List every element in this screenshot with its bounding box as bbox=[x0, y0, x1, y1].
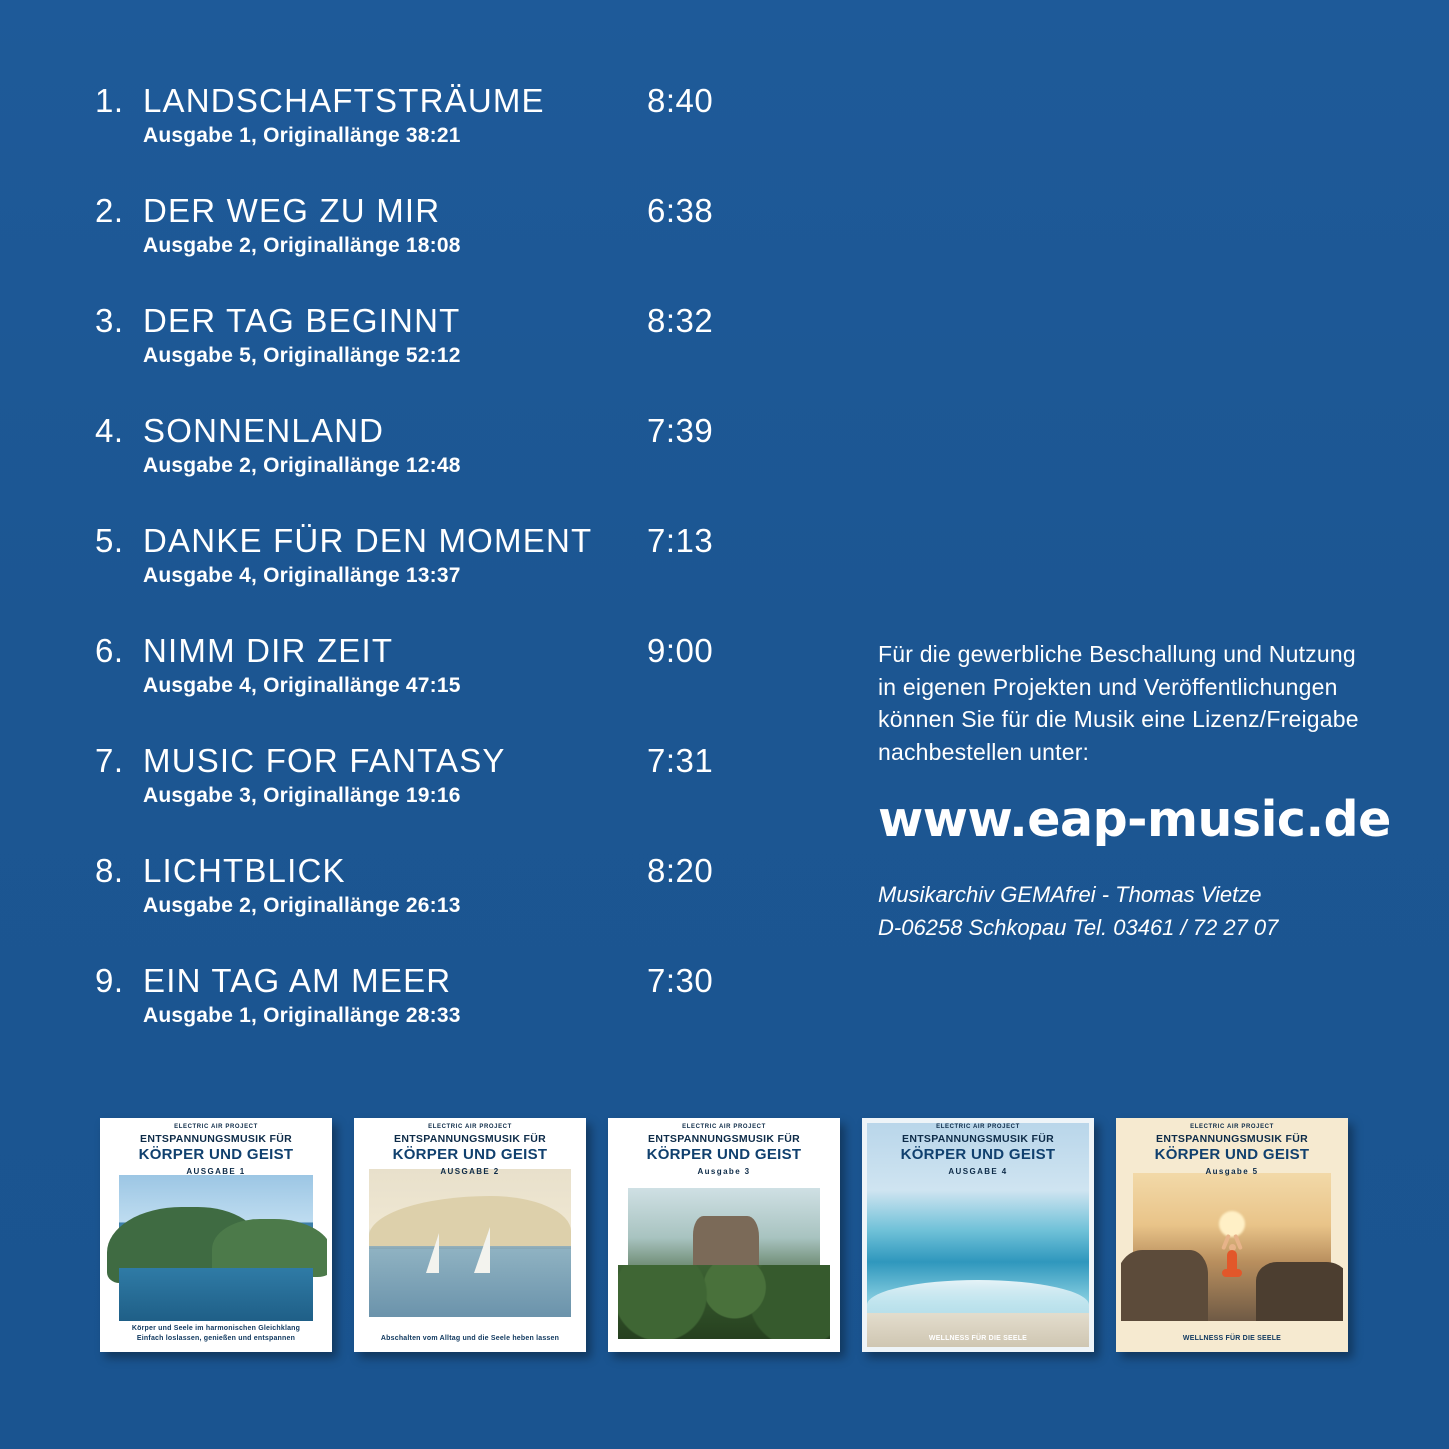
track-number: 5. bbox=[95, 522, 124, 559]
license-text bbox=[878, 638, 1398, 769]
dunes-sailboats-art bbox=[369, 1169, 571, 1317]
cover-line-1: ENTSPANNUNGSMUSIK FÜR bbox=[648, 1133, 800, 1145]
album-cover-thumbnail[interactable] bbox=[100, 1118, 332, 1352]
imprint-line-1: Musikarchiv GEMAfrei - Thomas Vietze bbox=[878, 881, 1262, 907]
album-cover-thumbnail[interactable] bbox=[608, 1118, 840, 1352]
cover-footer-text: Abschalten vom Alltag und die Seele heben lassen bbox=[380, 1334, 560, 1342]
license-info-block bbox=[878, 638, 1398, 944]
album-cover-strip bbox=[100, 1118, 1355, 1352]
track-number: 4. bbox=[95, 412, 124, 449]
track-title: EIN TAG AM MEER bbox=[143, 962, 452, 999]
track-row bbox=[95, 962, 775, 1038]
cover-text-block bbox=[862, 1124, 1094, 1176]
track-row bbox=[95, 632, 775, 708]
track-row bbox=[95, 82, 775, 158]
license-line-3: können Sie für die Musik eine Lizenz/Freigabe bbox=[878, 706, 1359, 733]
track-duration: 7:31 bbox=[647, 742, 714, 779]
yoga-figure bbox=[1221, 1234, 1243, 1280]
track-source: Ausgabe 4, Originallänge 13:37 bbox=[143, 564, 461, 587]
website-link[interactable]: www.eap-music.de bbox=[878, 790, 1391, 848]
track-number: 6. bbox=[95, 632, 124, 669]
jungle-rock-art bbox=[625, 1185, 823, 1333]
license-line-1: Für die gewerbliche Beschallung und Nutzung bbox=[878, 641, 1356, 667]
track-row bbox=[95, 302, 775, 378]
cover-brand: ELECTRIC AIR PROJECT bbox=[936, 1124, 1020, 1130]
coast-scene-art bbox=[119, 1175, 313, 1321]
yoga-sunset-art bbox=[1133, 1173, 1331, 1321]
track-number: 2. bbox=[95, 192, 124, 229]
cover-line-1: ENTSPANNUNGSMUSIK FÜR bbox=[1156, 1133, 1308, 1145]
cover-line-1: ENTSPANNUNGSMUSIK FÜR bbox=[394, 1133, 546, 1145]
track-title: MUSIC FOR FANTASY bbox=[143, 742, 506, 779]
cover-line-2: KÖRPER UND GEIST bbox=[646, 1146, 802, 1163]
track-source: Ausgabe 2, Originallänge 26:13 bbox=[143, 894, 461, 917]
track-title: LICHTBLICK bbox=[143, 852, 346, 889]
track-source: Ausgabe 4, Originallänge 47:15 bbox=[143, 674, 461, 697]
track-number: 7. bbox=[95, 742, 124, 779]
cover-edition: AUSGABE 4 bbox=[948, 1167, 1008, 1176]
track-duration: 9:00 bbox=[647, 632, 714, 669]
cover-line-2: KÖRPER UND GEIST bbox=[900, 1146, 1056, 1163]
cover-brand: ELECTRIC AIR PROJECT bbox=[428, 1124, 512, 1130]
track-duration: 6:38 bbox=[647, 192, 714, 229]
track-title: SONNENLAND bbox=[143, 412, 385, 449]
track-title: LANDSCHAFTSTRÄUME bbox=[143, 82, 545, 119]
track-source: Ausgabe 1, Originallänge 38:21 bbox=[143, 124, 461, 147]
track-row bbox=[95, 192, 775, 268]
album-cover-thumbnail[interactable] bbox=[1116, 1118, 1348, 1352]
cover-brand: ELECTRIC AIR PROJECT bbox=[1190, 1124, 1274, 1130]
track-number: 9. bbox=[95, 962, 124, 999]
track-row bbox=[95, 852, 775, 928]
track-title: DER WEG ZU MIR bbox=[143, 192, 441, 229]
track-duration: 7:13 bbox=[647, 522, 714, 559]
cover-line-2: KÖRPER UND GEIST bbox=[1154, 1146, 1310, 1163]
track-number: 8. bbox=[95, 852, 124, 889]
track-source: Ausgabe 1, Originallänge 28:33 bbox=[143, 1004, 461, 1027]
cover-footer-text: WELLNESS FÜR DIE SEELE bbox=[1182, 1334, 1282, 1342]
cover-footer-text: WELLNESS FÜR DIE SEELE bbox=[928, 1334, 1028, 1342]
imprint-line-2: D-06258 Schkopau Tel. 03461 / 72 27 07 bbox=[878, 914, 1279, 940]
cover-footer-text: Körper und Seele im harmonischen Gleichklang Einfach loslassen, genießen und entspannen bbox=[131, 1324, 301, 1342]
track-duration: 8:20 bbox=[647, 852, 714, 889]
cover-line-1: ENTSPANNUNGSMUSIK FÜR bbox=[140, 1133, 292, 1145]
track-source: Ausgabe 5, Originallänge 52:12 bbox=[143, 344, 461, 367]
cover-text-block bbox=[1116, 1124, 1348, 1176]
cover-line-1: ENTSPANNUNGSMUSIK FÜR bbox=[902, 1133, 1054, 1145]
cover-brand: ELECTRIC AIR PROJECT bbox=[682, 1124, 766, 1130]
cover-edition: AUSGABE 1 bbox=[186, 1167, 246, 1176]
track-row bbox=[95, 522, 775, 598]
cover-edition: Ausgabe 5 bbox=[1205, 1167, 1259, 1176]
track-source: Ausgabe 3, Originallänge 19:16 bbox=[143, 784, 461, 807]
track-title: NIMM DIR ZEIT bbox=[143, 632, 394, 669]
cover-edition: Ausgabe 3 bbox=[697, 1167, 751, 1176]
track-row bbox=[95, 742, 775, 818]
track-source: Ausgabe 2, Originallänge 12:48 bbox=[143, 454, 461, 477]
track-source: Ausgabe 2, Originallänge 18:08 bbox=[143, 234, 461, 257]
cover-brand: ELECTRIC AIR PROJECT bbox=[174, 1124, 258, 1130]
track-row bbox=[95, 412, 775, 488]
track-number: 3. bbox=[95, 302, 124, 339]
cover-line-2: KÖRPER UND GEIST bbox=[138, 1146, 294, 1163]
album-cover-thumbnail[interactable] bbox=[862, 1118, 1094, 1352]
album-cover-thumbnail[interactable] bbox=[354, 1118, 586, 1352]
tracklist bbox=[95, 82, 775, 1072]
track-duration: 7:30 bbox=[647, 962, 714, 999]
license-line-2: in eigenen Projekten und Veröffentlichungen bbox=[878, 673, 1338, 700]
track-duration: 7:39 bbox=[647, 412, 714, 449]
track-duration: 8:40 bbox=[647, 82, 714, 119]
cover-line-2: KÖRPER UND GEIST bbox=[392, 1146, 548, 1163]
track-number: 1. bbox=[95, 82, 124, 119]
cover-text-block bbox=[100, 1124, 332, 1176]
cover-edition: AUSGABE 2 bbox=[440, 1167, 500, 1176]
cover-text-block bbox=[608, 1124, 840, 1176]
imprint bbox=[878, 878, 1398, 944]
track-title: DER TAG BEGINNT bbox=[143, 302, 461, 339]
track-title: DANKE FÜR DEN MOMENT bbox=[143, 522, 593, 559]
license-line-4: nachbestellen unter: bbox=[878, 738, 1090, 765]
track-duration: 8:32 bbox=[647, 302, 714, 339]
cover-text-block bbox=[354, 1124, 586, 1176]
